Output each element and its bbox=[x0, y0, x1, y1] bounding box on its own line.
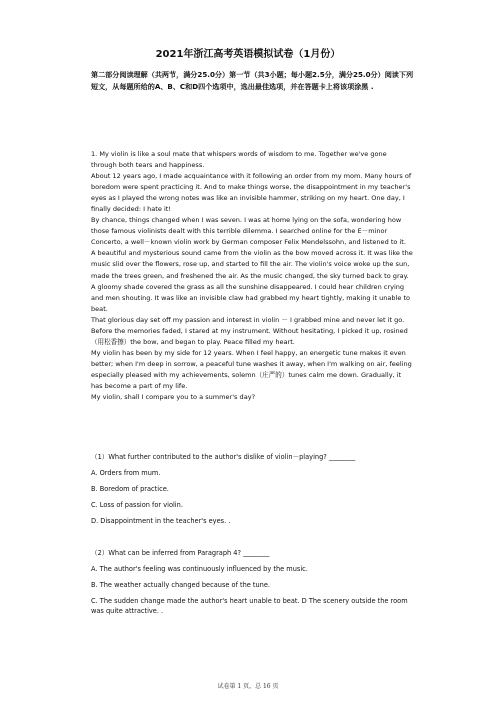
answer-option: B. The weather actually changed because of the tune. bbox=[91, 581, 271, 589]
question-1 bbox=[91, 452, 416, 526]
passage-paragraph: By chance, things changed when I was seven. I was at home lying on the sofa, wondering how those famous violinists dealt with this terrible dilemma. I searched online for the E－minor Concerto, a well－known violin work by German composer Felix Mendelssohn, and listened to it. bbox=[91, 216, 406, 247]
answer-option: C. Loss of passion for violin. bbox=[91, 501, 183, 509]
question-2 bbox=[91, 548, 416, 616]
answer-option: C. The sudden change made the author's heart unable to beat. D The scenery outside the room was quite attractive. . bbox=[91, 597, 408, 615]
passage-paragraph: 1. My violin is like a soul mate that whispers words of wisdom to me. Together we've gone through both tears and happiness. bbox=[91, 150, 387, 170]
answer-option: A. The author's feeling was continuously influenced by the music. bbox=[91, 565, 308, 573]
page-footer: 试卷第 1 页，总 16 页 bbox=[217, 683, 279, 690]
page-title: 2021年浙江高考英语模拟试卷（1月份） bbox=[155, 49, 341, 60]
question-stem: （1）What further contributed to the author's dislike of violin－playing? ________ bbox=[91, 453, 356, 461]
passage-paragraph: My violin, shall I compare you to a summer's day? bbox=[91, 393, 256, 402]
passage-paragraph: About 12 years ago, I made acquaintance with it following an order from my mom. Many hours of boredom were spent practicing it. And to make things worse, the disappointment in my teacher's eyes as I played the wrong notes was like an invisible hammer, striking on my heart. One day, I finally decided: I hate it! bbox=[91, 172, 412, 214]
question-stem: （2）What can be inferred from Paragraph 4? ________ bbox=[91, 549, 270, 557]
answer-option: D. Disappointment in the teacher's eyes. . bbox=[91, 517, 231, 525]
passage-paragraph: That glorious day set off my passion and interest in violin － I grabbed mine and never let it go. Before the memories faded, I stared at my instrument. Without hesitating, I picked it up, rosined（用松香擦）the bow, and began to play. Peace filled my heart. bbox=[91, 315, 408, 346]
section-heading: 第二部分阅读理解（共两节，满分25.0分）第一节（共3小题；每小题2.5分，满分25.0分）阅读下列短文，从每题所给的A、B、C和D四个选项中，选出最佳选项，并在答题卡上将该项涂黑 . bbox=[91, 70, 414, 91]
reading-passage bbox=[91, 149, 414, 403]
passage-paragraph: A beautiful and mysterious sound came from the violin as the bow moved across it. It was like the music slid over the flowers, rose up, and started to fill the air. The violin's voice woke up the sun, made the trees green, and freshened the air. As the music changed, the sky turned back to gray. A gloomy shade covered the grass as all the sunshine disappeared. I could hear children crying and men shouting. It was like an invisible claw had grabbed my heart tightly, making it unable to beat. bbox=[91, 249, 413, 313]
passage-paragraph: My violin has been by my side for 12 years. When I feel happy, an energetic tune makes it even better; when I'm deep in sorrow, a peaceful tune washes it away, when I'm walking on air, feeling especially pleased with my achievements, solemn（庄严的）tunes calm me down. Gradually, it has become a part of my life. bbox=[91, 348, 412, 390]
answer-option: A. Orders from mum. bbox=[91, 469, 161, 477]
answer-option: B. Boredom of practice. bbox=[91, 485, 169, 493]
